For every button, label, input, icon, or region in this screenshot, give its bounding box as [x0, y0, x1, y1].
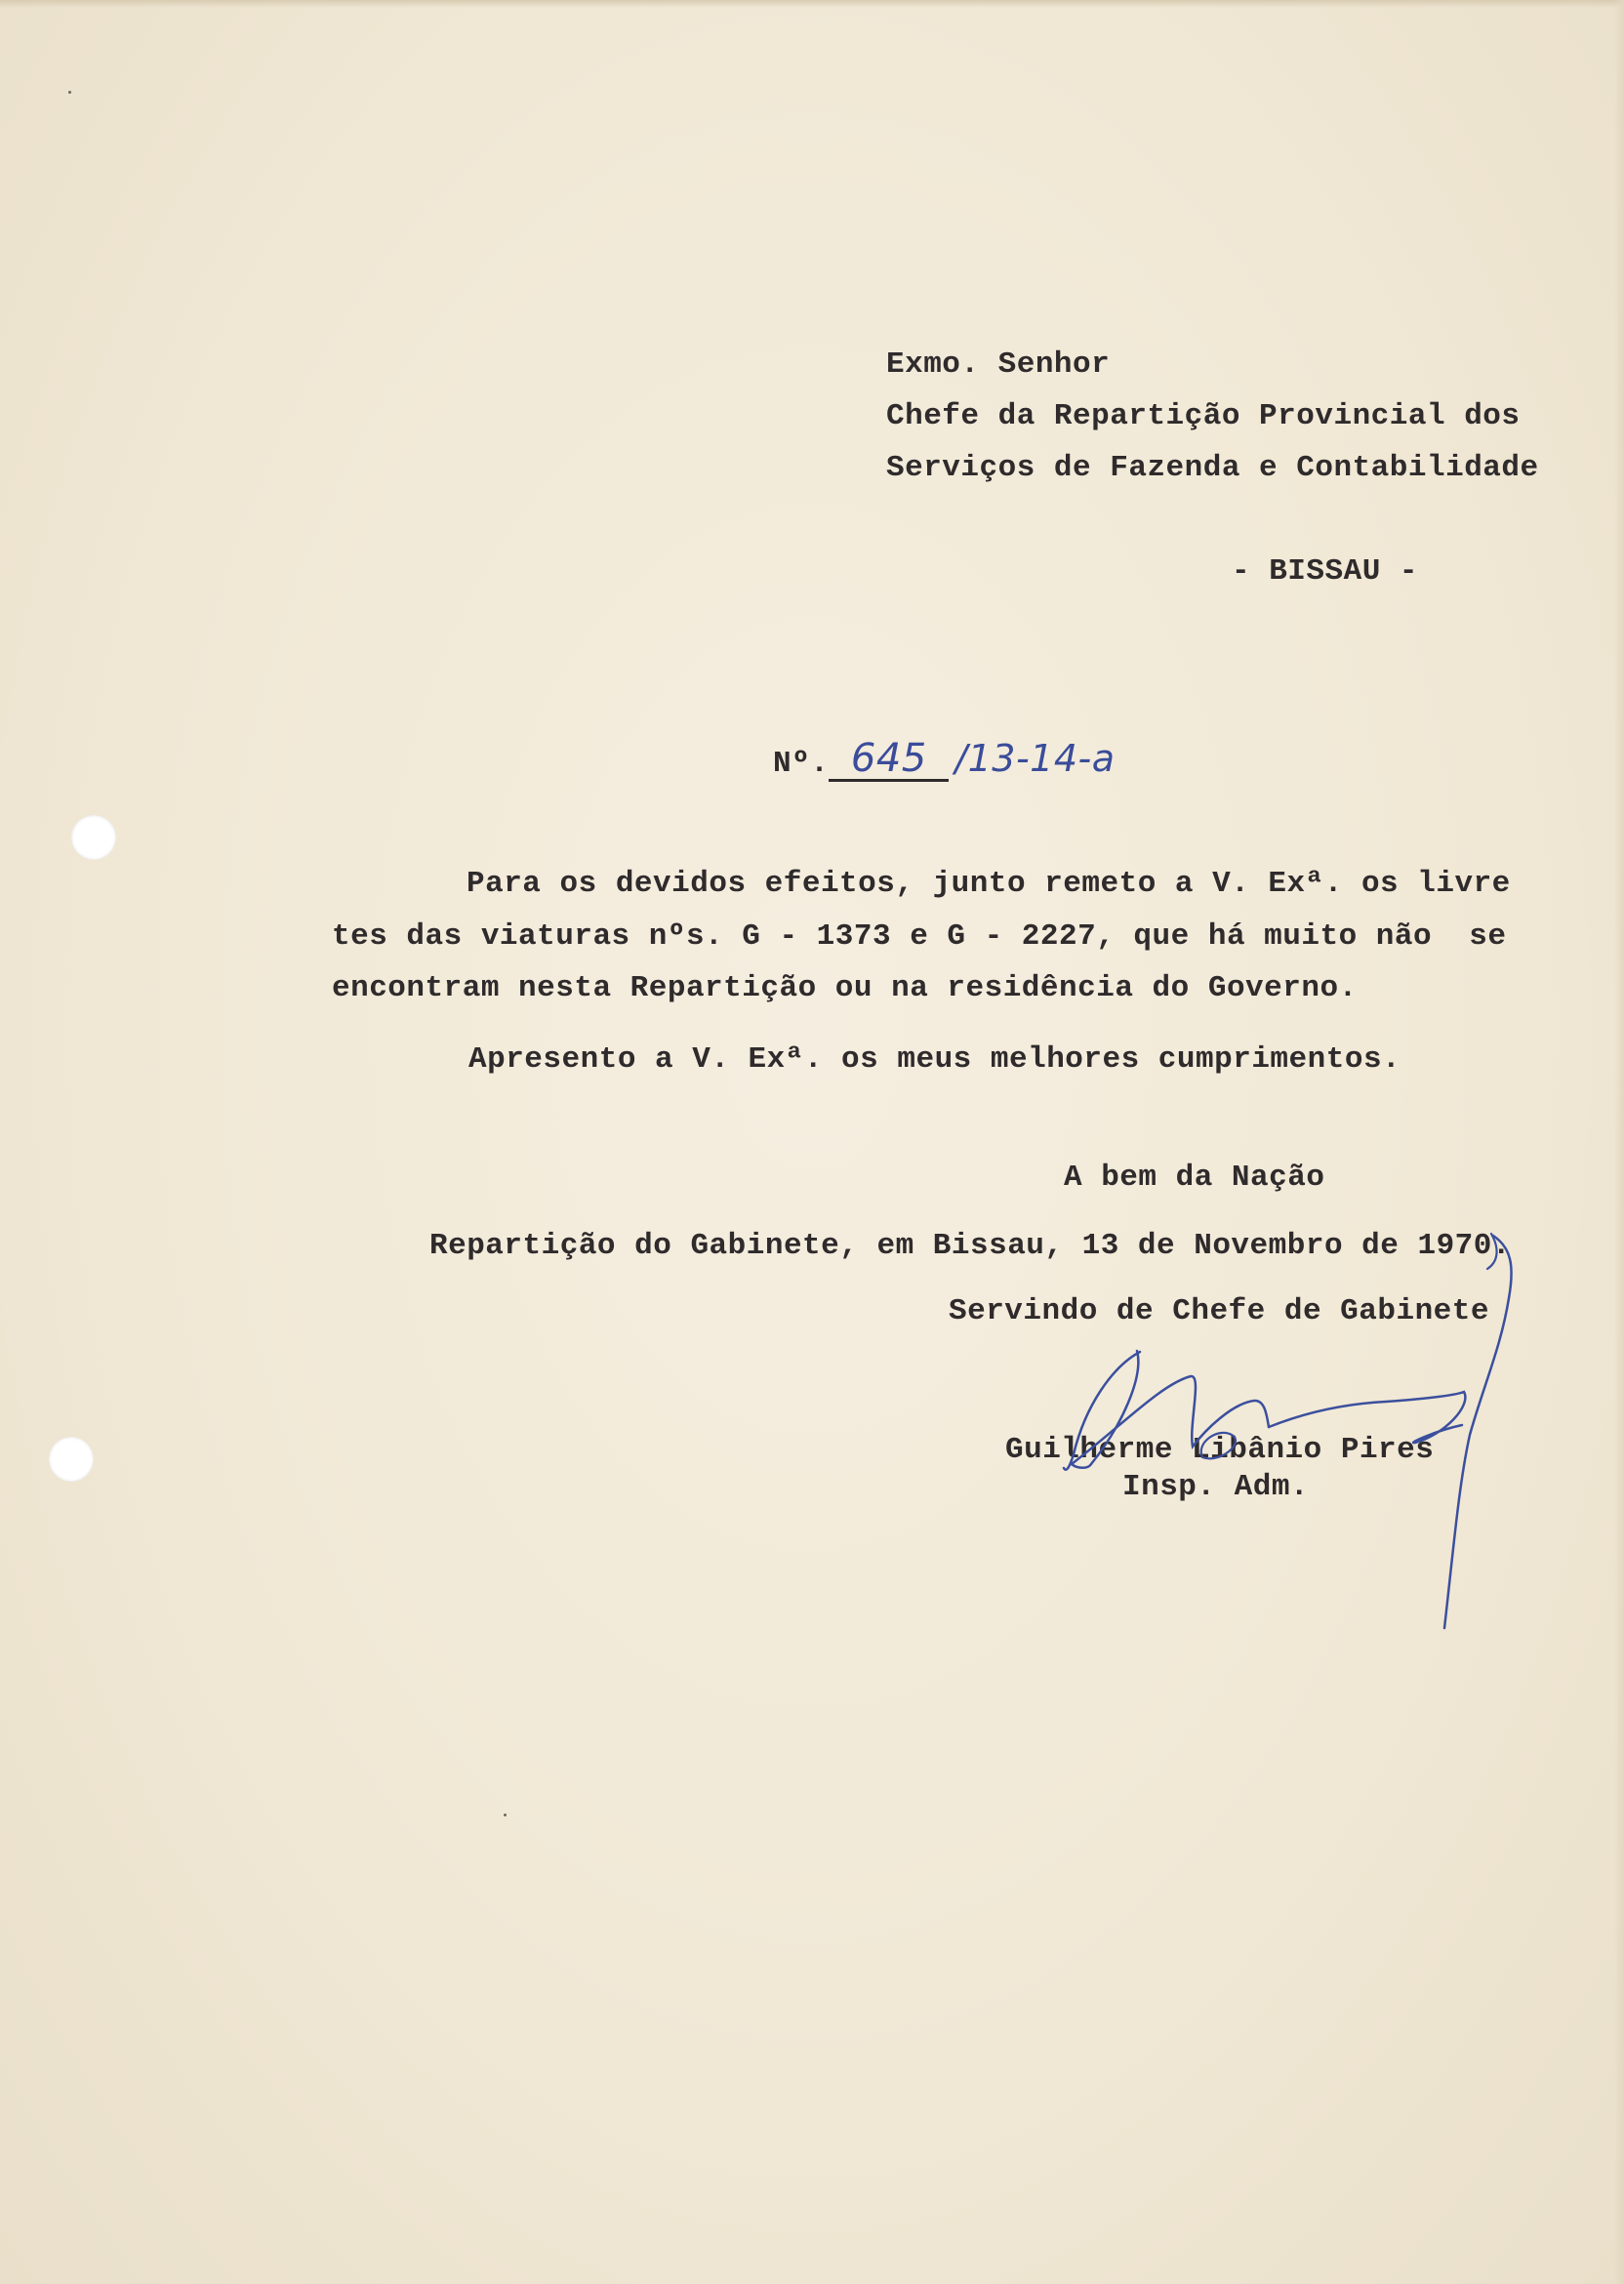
- reference-handwritten-number: 645: [850, 736, 927, 781]
- punch-hole-bottom: [49, 1437, 94, 1482]
- punch-hole-top: [71, 815, 116, 860]
- reference-number: [773, 736, 1116, 782]
- body-paragraph-1-line-2: tes das viaturas nºs. G - 1373 e G - 2227, que há muito não se: [332, 919, 1507, 954]
- paper-speck: [504, 1814, 507, 1816]
- paper-top-edge: [0, 0, 1624, 8]
- body-paragraph-2: Apresento a V. Exª. os meus melhores cumprimentos.: [468, 1042, 1401, 1077]
- reference-prefix: Nº.: [773, 747, 830, 781]
- signer-name: Guilherme Libânio Pires: [1005, 1433, 1435, 1467]
- signer-title: Insp. Adm.: [1122, 1470, 1310, 1504]
- signer-role: Servindo de Chefe de Gabinete: [949, 1294, 1489, 1328]
- place-and-date: Repartição do Gabinete, em Bissau, 13 de Novembro de 1970.: [429, 1229, 1511, 1263]
- recipient-office-line: Chefe da Repartição Provincial dos: [886, 399, 1521, 433]
- recipient-salutation: Exmo. Senhor: [886, 347, 1111, 382]
- paper-speck: [68, 91, 71, 94]
- body-paragraph-1-line-3: encontram nesta Repartição ou na residência do Governo.: [332, 971, 1358, 1005]
- recipient-city: - BISSAU -: [1232, 554, 1419, 589]
- recipient-office-line: Serviços de Fazenda e Contabilidade: [886, 451, 1539, 485]
- paper-right-edge: [1614, 0, 1624, 2284]
- reference-blank: [829, 736, 949, 782]
- body-paragraph-1-line-1: Para os devidos efeitos, junto remeto a V. Exª. os livre: [467, 867, 1511, 901]
- closing-salutation: A bem da Nação: [1064, 1161, 1325, 1195]
- reference-handwritten-suffix: /13-14-a: [954, 737, 1116, 780]
